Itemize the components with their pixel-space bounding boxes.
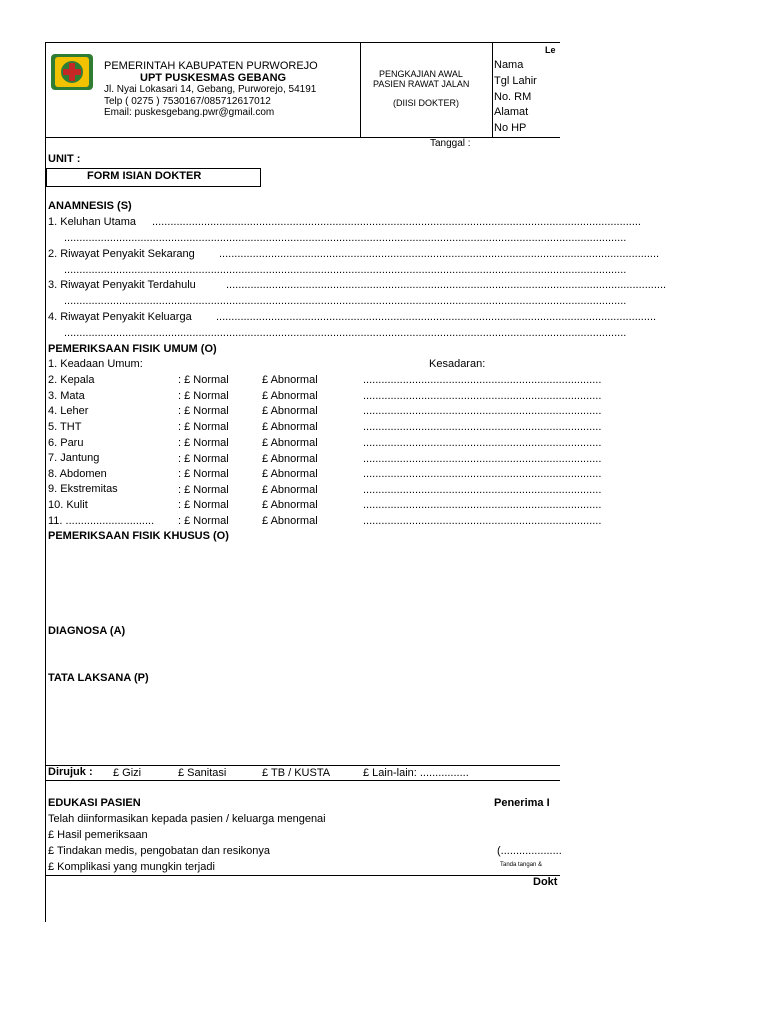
patient-field-no-rm: No. RM (494, 91, 532, 103)
puskesmas-logo (50, 53, 94, 91)
exam-row-paru-field[interactable]: .............................................................................. (363, 437, 602, 449)
exam-row-leher-field[interactable]: .............................................................................. (363, 405, 602, 417)
riwayat-sekarang-field[interactable]: ................................................................................................................................................ (219, 248, 660, 260)
exam-row-kulit-field[interactable]: .............................................................................. (363, 499, 602, 511)
diagnosa-area[interactable] (48, 640, 560, 670)
exam-row-jantung-normal[interactable]: : £ Normal (178, 453, 229, 465)
exam-row-jantung-abnormal[interactable]: £ Abnormal (262, 453, 318, 465)
header-divider-1 (360, 42, 361, 138)
anamnesis-title: ANAMNESIS (S) (48, 200, 132, 212)
exam-row-ekstremitas-label: 9. Ekstremitas (48, 483, 118, 495)
exam-row-kepala-field[interactable]: .............................................................................. (363, 374, 602, 386)
org-line2: UPT PUSKESMAS GEBANG (140, 72, 287, 84)
fisik-khusus-area[interactable] (48, 545, 560, 620)
dirujuk-tb-kusta-option[interactable]: £ TB / KUSTA (262, 767, 331, 779)
kesadaran-label: Kesadaran: (429, 358, 486, 370)
fisik-umum-title: PEMERIKSAAN FISIK UMUM (O) (48, 343, 217, 355)
patient-field-tgl-lahir: Tgl Lahir (494, 75, 537, 87)
header-divider-2 (492, 42, 493, 138)
patient-field-no-hp: No HP (494, 122, 527, 134)
exam-row-abdomen-field[interactable]: .............................................................................. (363, 468, 602, 480)
exam-row-kulit-label: 10. Kulit (48, 499, 88, 511)
unit-label: UNIT : (48, 153, 81, 165)
frame-top (45, 42, 560, 43)
edukasi-bottom-line (45, 875, 560, 876)
exam-row-mata-label: 3. Mata (48, 390, 85, 402)
exam-row-leher-abnormal[interactable]: £ Abnormal (262, 405, 318, 417)
dirujuk-bottom-line (45, 780, 560, 781)
keadaan-umum-label: 1. Keadaan Umum: (48, 358, 143, 370)
keluhan-utama-field[interactable]: ................................................................................................................................................................ (152, 216, 641, 228)
riwayat-keluarga-field[interactable]: ................................................................................................................................................ (216, 311, 657, 323)
header-bottom (45, 137, 560, 138)
org-address: Jl. Nyai Lokasari 14, Gebang, Purworejo, 54191 (104, 84, 317, 95)
exam-row-kulit-abnormal[interactable]: £ Abnormal (262, 499, 318, 511)
riwayat-keluarga-label: 4. Riwayat Penyakit Keluarga (48, 311, 192, 323)
dokter-label: Dokt (533, 876, 558, 888)
org-line1: PEMERINTAH KABUPATEN PURWOREJO (104, 60, 318, 72)
exam-row-ekstremitas-abnormal[interactable]: £ Abnormal (262, 484, 318, 496)
dirujuk-sanitasi-option[interactable]: £ Sanitasi (178, 767, 227, 779)
exam-row-other-abnormal[interactable]: £ Abnormal (262, 515, 318, 527)
exam-row-kepala-label: 2. Kepala (48, 374, 95, 386)
riwayat-terdahulu-field[interactable]: ................................................................................................................................................ (226, 279, 667, 291)
exam-row-abdomen-label: 8. Abdomen (48, 468, 107, 480)
org-phone: Telp ( 0275 ) 7530167/085712617012 (104, 96, 271, 107)
exam-row-ekstremitas-normal[interactable]: : £ Normal (178, 484, 229, 496)
patient-field-nama: Nama (494, 59, 524, 71)
exam-row-mata-normal[interactable]: : £ Normal (178, 390, 229, 402)
tata-laksana-title: TATA LAKSANA (P) (48, 672, 149, 684)
edukasi-intro: Telah diinformasikan kepada pasien / keluarga mengenai (48, 813, 326, 825)
exam-row-abdomen-normal[interactable]: : £ Normal (178, 468, 229, 480)
edukasi-hasil-option[interactable]: £ Hasil pemeriksaan (48, 829, 148, 841)
riwayat-sekarang-field-2[interactable]: ........................................................................................................................................................................................ (64, 264, 627, 276)
org-email: Email: puskesgebang.pwr@gmail.com (104, 107, 275, 118)
tata-laksana-area[interactable] (48, 687, 560, 762)
exam-row-jantung-field[interactable]: .............................................................................. (363, 453, 602, 465)
exam-row-other-label[interactable]: 11. ............................. (48, 515, 155, 527)
exam-row-other-field[interactable]: .............................................................................. (363, 515, 602, 527)
form-title-1: PENGKAJIAN AWAL (379, 69, 463, 79)
exam-row-kulit-normal[interactable]: : £ Normal (178, 499, 229, 511)
exam-row-mata-abnormal[interactable]: £ Abnormal (262, 390, 318, 402)
exam-row-abdomen-abnormal[interactable]: £ Abnormal (262, 468, 318, 480)
form-isian-box (46, 168, 261, 187)
riwayat-keluarga-field-2[interactable]: ........................................................................................................................................................................................ (64, 327, 627, 339)
riwayat-sekarang-label: 2. Riwayat Penyakit Sekarang (48, 248, 195, 260)
dirujuk-top-line (45, 765, 560, 766)
exam-row-mata-field[interactable]: .............................................................................. (363, 390, 602, 402)
exam-row-leher-normal[interactable]: : £ Normal (178, 405, 229, 417)
exam-row-ekstremitas-field[interactable]: .............................................................................. (363, 484, 602, 496)
edukasi-title: EDUKASI PASIEN (48, 797, 141, 809)
dirujuk-label: Dirujuk : (48, 766, 93, 778)
exam-row-paru-label: 6. Paru (48, 437, 84, 449)
form-title-2: PASIEN RAWAT JALAN (373, 79, 470, 89)
exam-row-kepala-normal[interactable]: : £ Normal (178, 374, 229, 386)
exam-row-tht-label: 5. THT (48, 421, 82, 433)
dirujuk-lain-option[interactable]: £ Lain-lain: ................ (363, 767, 469, 779)
edukasi-komplikasi-option[interactable]: £ Komplikasi yang mungkin terjadi (48, 861, 215, 873)
exam-row-jantung-label: 7. Jantung (48, 452, 100, 464)
fisik-khusus-title: PEMERIKSAAN FISIK KHUSUS (O) (48, 530, 229, 542)
page-label: Le (545, 45, 556, 55)
exam-row-tht-abnormal[interactable]: £ Abnormal (262, 421, 318, 433)
exam-row-other-normal[interactable]: : £ Normal (178, 515, 229, 527)
exam-row-tht-normal[interactable]: : £ Normal (178, 421, 229, 433)
form-note: (DIISI DOKTER) (393, 98, 460, 108)
diagnosa-title: DIAGNOSA (A) (48, 625, 126, 637)
riwayat-terdahulu-label: 3. Riwayat Penyakit Terdahulu (48, 279, 196, 291)
exam-row-paru-abnormal[interactable]: £ Abnormal (262, 437, 318, 449)
tanggal-label: Tanggal : (430, 138, 471, 149)
dirujuk-gizi-option[interactable]: £ Gizi (113, 767, 142, 779)
exam-row-paru-normal[interactable]: : £ Normal (178, 437, 229, 449)
keluhan-utama-label: 1. Keluhan Utama (48, 216, 137, 228)
keluhan-utama-field-2[interactable]: ........................................................................................................................................................................................ (64, 232, 627, 244)
sign-caption: Tanda tangan & (500, 862, 543, 868)
patient-field-alamat: Alamat (494, 106, 529, 118)
exam-row-leher-label: 4. Leher (48, 405, 89, 417)
sign-open: (.................... (497, 845, 562, 857)
exam-row-kepala-abnormal[interactable]: £ Abnormal (262, 374, 318, 386)
form-isian-label: FORM ISIAN DOKTER (87, 170, 202, 182)
edukasi-tindakan-option[interactable]: £ Tindakan medis, pengobatan dan resikonya (48, 845, 270, 857)
riwayat-terdahulu-field-2[interactable]: ........................................................................................................................................................................................ (64, 295, 627, 307)
exam-row-tht-field[interactable]: .............................................................................. (363, 421, 602, 433)
penerima-label: Penerima I (494, 797, 550, 809)
